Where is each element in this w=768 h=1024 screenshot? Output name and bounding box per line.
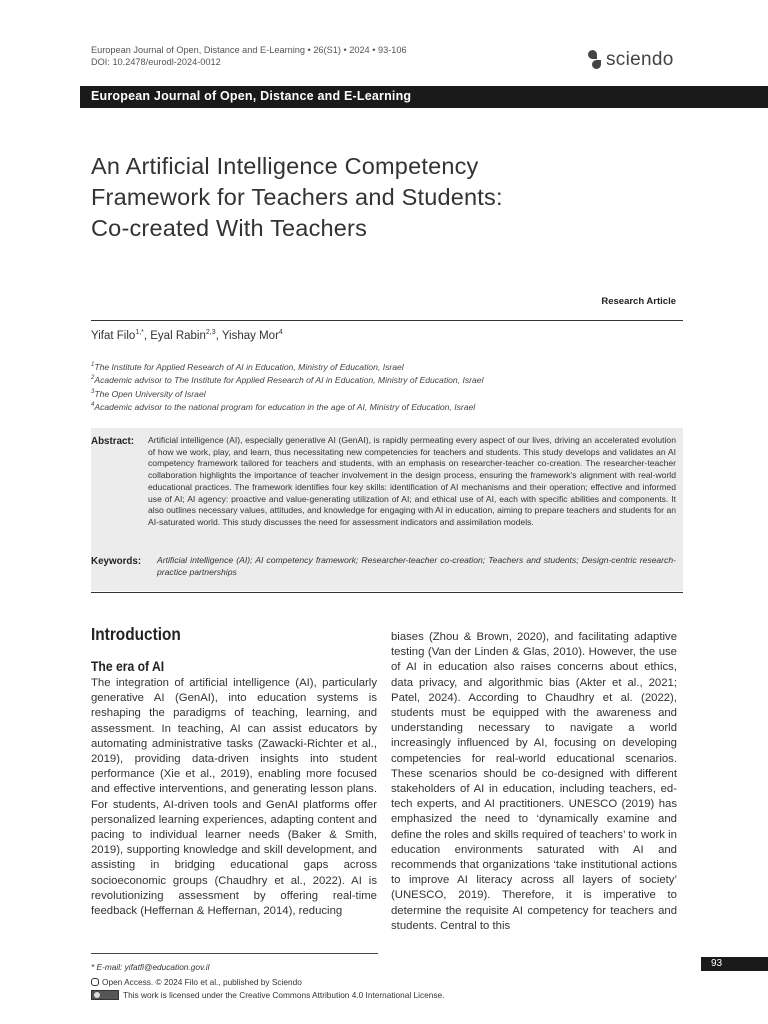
affiliation-text: The Institute for Applied Research of AI in Education, Ministry of Education, Israel bbox=[94, 361, 404, 372]
title-line-3: Co-created With Teachers bbox=[91, 215, 368, 241]
author-sup: 4 bbox=[278, 329, 283, 336]
affiliation-item bbox=[91, 400, 483, 413]
author-separator: , bbox=[143, 329, 151, 342]
keywords-label: Keywords: bbox=[91, 556, 142, 567]
author-sup: 2,3 bbox=[205, 329, 216, 336]
section-heading: Introduction bbox=[91, 624, 181, 644]
affiliation-item bbox=[91, 387, 483, 400]
open-access-text: Open Access. © 2024 Filo et al., published by Sciendo bbox=[102, 977, 302, 987]
journal-title: European Journal of Open, Distance and E-Learning bbox=[91, 89, 412, 103]
abstract-divider bbox=[91, 592, 683, 593]
publisher-name: sciendo bbox=[606, 49, 674, 70]
footnote-divider bbox=[91, 953, 378, 954]
body-left-column: The integration of artificial intelligence (AI), particularly generative AI (GenAI), into education systems is reshaping the paradigms of teaching, learning, and assessment. In teaching, AI can assist educators by automating administrative tasks (Zawacki-Richter et al., 2019), providing data-driven insights into student performance (Xie et al., 2019), enabling more focused and effective interventions, and generating lesson plans. For students, AI-driven tools and GenAI platforms offer personalized learning experiences, adapting content and pacing to individual learner needs (Baker & Smith, 2019), supporting knowledge and skill development, and assisting in bridging educational gaps across socioeconomic groups (Chaudhry et al., 2022). AI is revolutionizing assessment by offering real-time feedback (Heffernan & Heffernan, 2014), reducing bbox=[91, 677, 377, 918]
author-name: Yifat Filo bbox=[91, 329, 136, 342]
journal-title-bar bbox=[80, 86, 768, 108]
open-access-line bbox=[91, 977, 302, 987]
affiliation-sup: 4 bbox=[91, 402, 95, 409]
citation-line: European Journal of Open, Distance and E-Learning • 26(S1) • 2024 • 93-106 bbox=[91, 45, 407, 55]
cc-by-badge-icon[interactable] bbox=[91, 990, 119, 1000]
title-divider bbox=[91, 320, 683, 321]
affiliation-item bbox=[91, 373, 483, 386]
page-number-box bbox=[701, 957, 768, 971]
article-type-label: Research Article bbox=[601, 296, 676, 307]
corresponding-email[interactable]: * E-mail: yifatfi@education.gov.il bbox=[91, 962, 210, 972]
publisher-logo[interactable] bbox=[588, 49, 674, 71]
license-line bbox=[91, 990, 444, 1000]
affiliation-text: Academic advisor to The Institute for Applied Research of AI in Education, Ministry of Education, Israel bbox=[94, 375, 484, 386]
affiliation-sup: 3 bbox=[91, 388, 95, 395]
author-separator: , bbox=[215, 329, 222, 342]
title-line-1: An Artificial Intelligence Competency bbox=[91, 153, 479, 179]
author-name: Eyal Rabin bbox=[150, 329, 206, 342]
affiliation-list bbox=[91, 360, 483, 413]
keywords-text: Artificial intelligence (AI); AI competency framework; Researcher-teacher co-creation; Teachers and students; Design-centric research-practice partnerships bbox=[157, 555, 676, 577]
author-name: Yishay Mor bbox=[221, 329, 279, 342]
page-number: 93 bbox=[711, 958, 723, 969]
doi-line: DOI: 10.2478/eurodl-2024-0012 bbox=[91, 57, 221, 67]
body-right-column: biases (Zhou & Brown, 2020), and facilitating adaptive testing (Van der Linden & Glas, 2010). However, the use of AI in education also raises concerns about ethics, data privacy, and algorithmic bias (Akter et al., 2021; Patel, 2024). According to Chaudhry et al. (2022), students must be equipped with the awareness and understanding necessary to navigate a world increasingly influenced by AI, focusing on developing competencies for real-world educational scenarios. These scenarios should be co-designed with different stakeholders of AI in education, including teachers, ed-tech experts, and AI practitioners. UNESCO (2019) has emphasized the need to ‘dynamically examine and define the roles and skills required of teachers’ to work in education environments saturated with AI and recommends that organizations ‘take institutional actions to improve AI literacy across all layers of society’ (UNESCO, 2019). Therefore, it is imperative to determine the requisite AI competency for teachers and students. Central to this bbox=[391, 631, 677, 932]
author-list bbox=[91, 329, 283, 342]
abstract-label: Abstract: bbox=[91, 436, 135, 447]
license-text: This work is licensed under the Creative Commons Attribution 4.0 International License. bbox=[123, 990, 445, 1000]
subsection-heading: The era of AI bbox=[91, 659, 165, 674]
abstract-panel bbox=[91, 428, 683, 591]
affiliation-item bbox=[91, 360, 483, 373]
affiliation-sup: 1 bbox=[91, 362, 95, 368]
author-sup: 1,* bbox=[135, 329, 144, 336]
affiliation-text: Academic advisor to the national program for education in the age of AI, Ministry of Education, Israel bbox=[94, 401, 476, 412]
journal-citation bbox=[91, 44, 407, 68]
title-line-2: Framework for Teachers and Students: bbox=[91, 184, 503, 210]
sciendo-logo-icon bbox=[588, 50, 602, 70]
affiliation-sup: 2 bbox=[91, 375, 95, 382]
affiliation-text: The Open University of Israel bbox=[94, 388, 206, 399]
article-title bbox=[91, 151, 651, 244]
abstract-text: Artificial intelligence (AI), especially generative AI (GenAI), is rapidly permeating every aspect of our lives, driving an accelerated evolution of how we work, play, and learn, thus necessitating new competencies for teachers and students. This study develops and validates an AI competency framework tailored for teachers and students, with an emphasis on researcher-teacher co-creation. The researcher-teacher collaboration highlights the importance of teacher involvement in the design process, ensuring the framework's alignment with real-world educational practices. The framework identifies four key skills: identification of AI mechanisms and their operation; effective and informed use of AI; AI agency: proactive and value-generating utilization of AI; and ethical use of AI, each with specific abilities and components. It also outlines necessary values, attitudes, and knowledge for engaging with AI in education, aiming to prepare teachers and students for an AI-saturated world. This study discusses the need for assessment indicators and assimilation models. bbox=[148, 435, 676, 527]
open-access-lock-icon bbox=[91, 978, 99, 986]
